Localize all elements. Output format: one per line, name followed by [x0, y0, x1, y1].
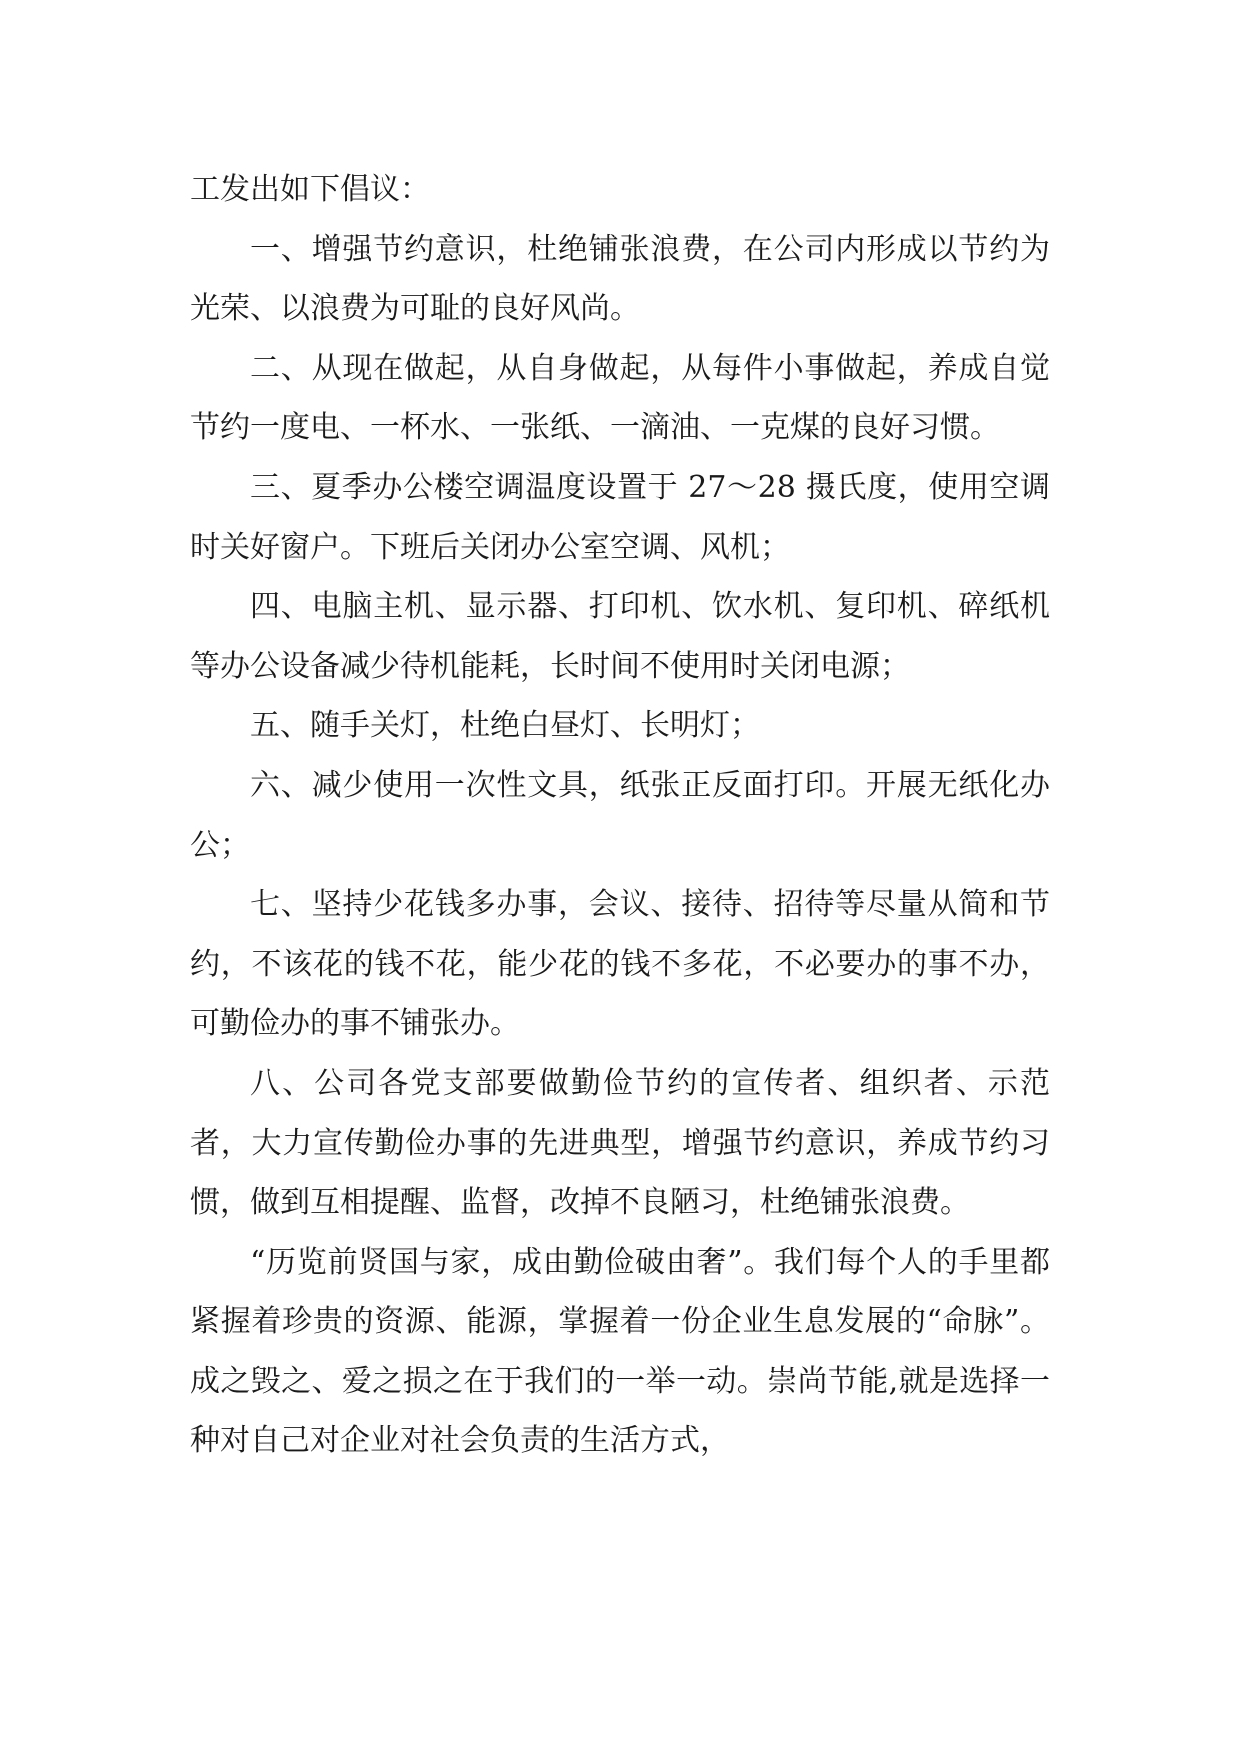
paragraph-item-1: 一、增强节约意识，杜绝铺张浪费，在公司内形成以节约为光荣、以浪费为可耻的良好风尚。 — [190, 231, 1050, 327]
paragraph-item-6: 六、减少使用一次性文具，纸张正反面打印。开展无纸化办公； — [190, 767, 1050, 863]
paragraph-item-8: 八、公司各党支部要做勤俭节约的宣传者、组织者、示范者，大力宣传勤俭办事的先进典型，增强节约意识，养成节约习惯，做到互相提醒、监督，改掉不良陋习，杜绝铺张浪费。 — [190, 1065, 1050, 1221]
paragraph-item-3: 三、夏季办公楼空调温度设置于 27～28 摄氏度，使用空调时关好窗户。下班后关闭办公室空调、风机； — [190, 469, 1050, 565]
paragraph-item-5: 五、随手关灯，杜绝白昼灯、长明灯； — [250, 708, 760, 744]
paragraph-item-7: 七、坚持少花钱多办事，会议、接待、招待等尽量从简和节约，不该花的钱不花，能少花的钱不多花，不必要办的事不办，可勤俭办的事不铺张办。 — [190, 887, 1050, 1042]
paragraph-item-4: 四、电脑主机、显示器、打印机、饮水机、复印机、碎纸机等办公设备减少待机能耗，长时间不使用时关闭电源； — [190, 589, 1050, 684]
document-body — [190, 160, 1050, 1471]
paragraph-intro: 工发出如下倡议： — [190, 172, 430, 207]
paragraph-closing: “历览前贤国与家，成由勤俭破由奢”。我们每个人的手里都紧握着珍贵的资源、能源，掌握着一份企业生息发展的“命脉”。成之毁之、爱之损之在于我们的一举一动。崇尚节能,就是选择一种对自己对企业对社会负责的生活方式， — [190, 1244, 1050, 1459]
paragraph-item-2: 二、从现在做起，从自身做起，从每件小事做起，养成自觉节约一度电、一杯水、一张纸、一滴油、一克煤的良好习惯。 — [190, 350, 1050, 446]
